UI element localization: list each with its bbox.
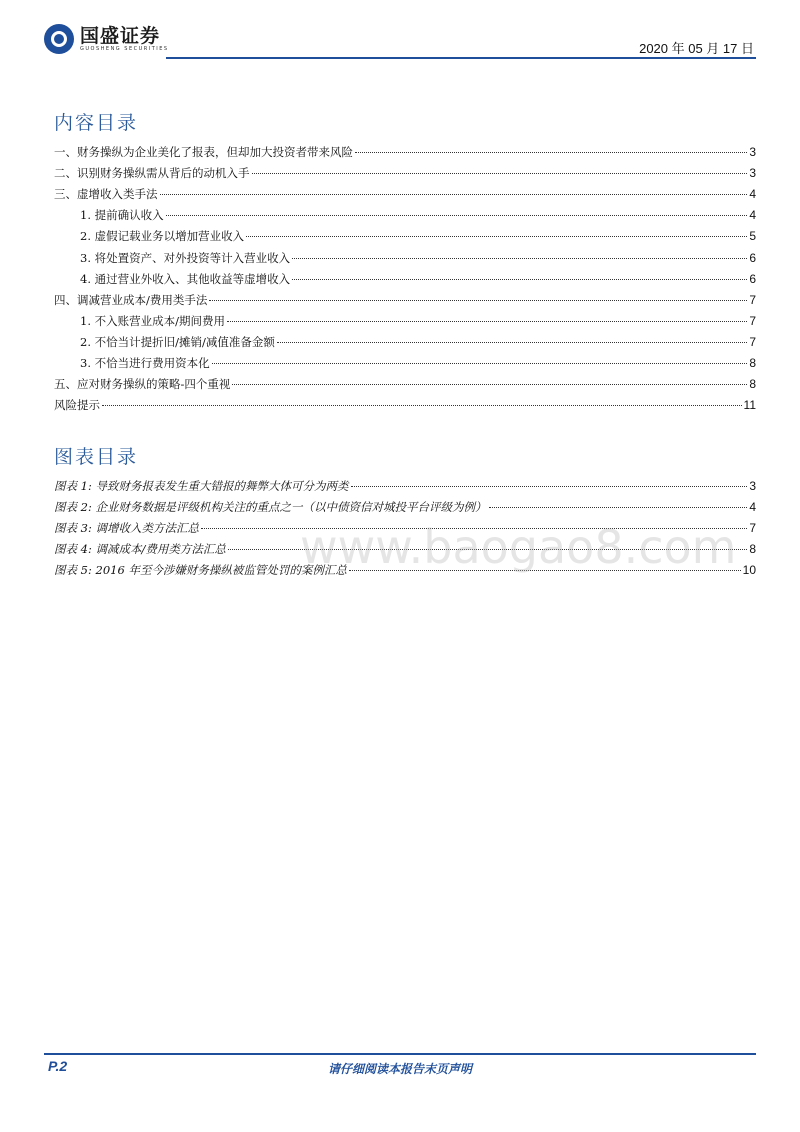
logo-icon xyxy=(44,24,74,54)
figure-page: 3 xyxy=(749,479,756,493)
toc-entry-label: 一、财务操纵为企业美化了报表，但却加大投资者带来风险 xyxy=(54,145,353,159)
leader-dots xyxy=(351,486,748,487)
toc-entry-page: 7 xyxy=(749,334,756,349)
disclaimer: 请仔细阅读本报告末页声明 xyxy=(327,1062,472,1076)
toc-entry-label: 1. 提前确认收入 xyxy=(80,208,164,223)
leader-dots xyxy=(166,215,748,216)
toc-entry-label: 4. 通过营业外收入、其他收益等虚增收入 xyxy=(80,271,291,286)
report-date: 2020 年 05 月 17 日 xyxy=(639,41,754,56)
figure-label: 图表 2: xyxy=(54,500,92,515)
toc-entry-page: 11 xyxy=(743,398,756,413)
toc-entry-page: 8 xyxy=(749,356,756,370)
leader-dots xyxy=(246,236,747,237)
toc-entry[interactable] xyxy=(54,144,756,160)
figure-entry[interactable] xyxy=(54,478,756,494)
toc-entry[interactable] xyxy=(54,292,756,308)
toc-entry[interactable] xyxy=(80,334,756,350)
toc-entry[interactable] xyxy=(54,397,756,413)
figure-text: 调增收入类方法汇总 xyxy=(95,521,200,536)
leader-dots xyxy=(227,321,747,322)
figure-page: 8 xyxy=(749,542,756,557)
figure-label: 图表 4: xyxy=(54,542,92,557)
toc-entry[interactable] xyxy=(80,313,756,329)
toc-entry[interactable] xyxy=(54,165,756,181)
toc-entry-page: 5 xyxy=(749,229,756,244)
leader-dots xyxy=(355,152,747,153)
toc-entry-label: 3. 将处置资产、对外投资等计入营业收入 xyxy=(80,250,291,265)
toc-entry-page: 6 xyxy=(749,250,756,265)
toc-entry[interactable] xyxy=(80,250,756,266)
toc-entry-label: 五、应对财务操纵的策略-四个重视 xyxy=(54,377,231,392)
toc-entry-label: 3. 不恰当进行费用资本化 xyxy=(80,356,210,370)
toc-entry-page: 3 xyxy=(749,145,756,159)
figure-page: 4 xyxy=(749,500,756,515)
toc-entry[interactable] xyxy=(54,376,756,392)
toc-entry-label: 2. 虚假记载业务以增加营业收入 xyxy=(80,229,245,244)
figure-label: 图表 3: xyxy=(54,521,92,536)
figure-text: 导致财务报表发生重大错报的舞弊大体可分为两类 xyxy=(95,479,349,493)
figure-page: 7 xyxy=(749,521,756,536)
leader-dots xyxy=(292,279,747,280)
leader-dots xyxy=(160,194,748,195)
leader-dots xyxy=(489,507,748,508)
footer-divider xyxy=(44,1053,756,1055)
toc-entry[interactable] xyxy=(54,186,756,202)
leader-dots xyxy=(212,363,748,364)
figure-entry[interactable] xyxy=(54,499,756,515)
toc-entry-label: 1. 不入账营业成本/期间费用 xyxy=(80,313,226,328)
leader-dots xyxy=(252,173,748,174)
toc-title: 内容目录 xyxy=(54,112,139,134)
leader-dots xyxy=(292,258,747,259)
logo-en: GUOSHENG SECURITIES xyxy=(80,46,169,52)
leader-dots xyxy=(209,300,747,301)
toc-entry-page: 7 xyxy=(749,313,756,328)
logo-cn: 国盛证券 xyxy=(80,25,161,47)
toc-entry-page: 3 xyxy=(749,166,756,181)
toc-entry[interactable] xyxy=(80,228,756,244)
toc-entry[interactable] xyxy=(80,355,756,371)
figure-label: 图表 5: xyxy=(54,563,92,578)
figure-text: 调减成本/费用类方法汇总 xyxy=(95,542,226,557)
figures-title: 图表目录 xyxy=(54,446,139,468)
toc-entry-label: 四、调减营业成本/费用类手法 xyxy=(54,292,208,307)
toc-entry-label: 二、识别财务操纵需从背后的动机入手 xyxy=(54,166,250,181)
toc-entry-label: 三、虚增收入类手法 xyxy=(54,187,158,202)
figure-text: 2016 年至今涉嫌财务操纵被监管处罚的案例汇总 xyxy=(95,563,347,578)
leader-dots xyxy=(102,405,742,406)
toc-entry-page: 4 xyxy=(749,187,756,202)
header-divider xyxy=(166,57,756,59)
toc-entry-label: 风险提示 xyxy=(54,398,100,413)
toc-entry-page: 6 xyxy=(749,271,756,286)
toc-entry-page: 7 xyxy=(749,292,756,307)
toc-entry[interactable] xyxy=(80,207,756,223)
watermark: www.baogao8.com xyxy=(300,520,737,574)
toc-entry[interactable] xyxy=(80,271,756,287)
page-number: P.2 xyxy=(48,1058,68,1074)
leader-dots xyxy=(232,384,747,385)
toc-entry-label: 2. 不恰当计提折旧/摊销/减值准备金额 xyxy=(80,334,275,349)
toc-entry-page: 4 xyxy=(749,208,756,223)
figure-text: 企业财务数据是评级机构关注的重点之一（以中债资信对城投平台评级为例） xyxy=(95,500,487,515)
toc-entry-page: 8 xyxy=(749,377,756,392)
figure-label: 图表 1: xyxy=(54,479,92,493)
company-logo xyxy=(44,24,169,54)
figure-page: 10 xyxy=(742,563,756,578)
leader-dots xyxy=(277,342,747,343)
